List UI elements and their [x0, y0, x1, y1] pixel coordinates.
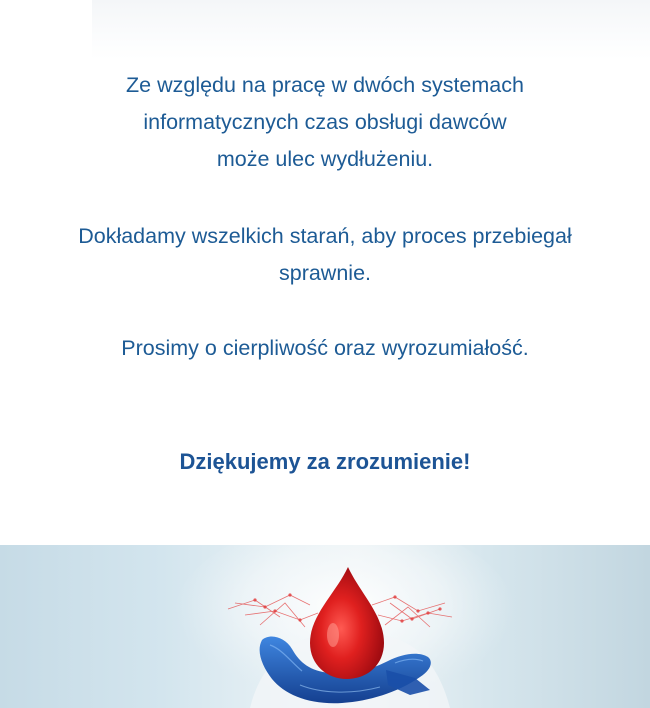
- notice-line: sprawnie.: [278, 261, 371, 285]
- notice-paragraph-systems: [0, 67, 650, 178]
- notice-line: Ze względu na pracę w dwóch systemach: [126, 73, 524, 97]
- notice-line: informatycznych czas obsługi dawców: [143, 110, 507, 134]
- blood-donation-banner: [0, 545, 650, 708]
- thank-you-heading: Dziękujemy za zrozumienie!: [179, 449, 471, 474]
- notice-line: może ulec wydłużeniu.: [216, 147, 434, 171]
- notice-paragraph-patience: [0, 330, 650, 367]
- banner-illustration: [0, 545, 650, 708]
- notice-line: Dokładamy wszelkich starań, aby proces przebiegał: [78, 224, 572, 248]
- notice-line: Prosimy o cierpliwość oraz wyrozumiałość.: [121, 336, 529, 360]
- notice-paragraph-efforts: [0, 218, 650, 292]
- top-fade-decoration: [92, 0, 650, 60]
